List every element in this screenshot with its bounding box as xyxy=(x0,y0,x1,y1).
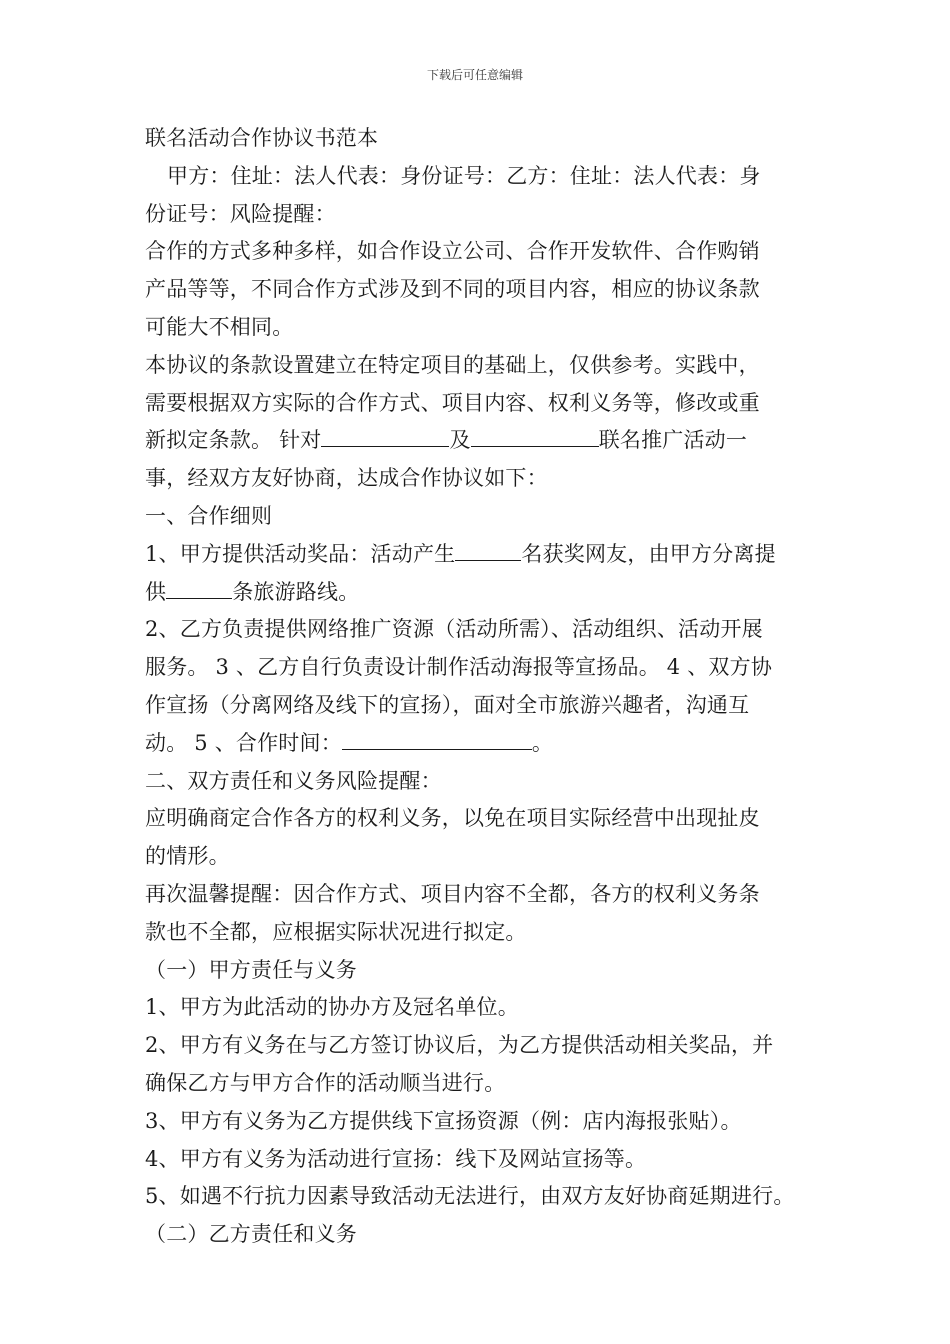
page-header-note: 下载后可任意编辑 xyxy=(426,68,523,82)
paragraph-line: 可能大不相同。 xyxy=(145,314,294,339)
paragraph-line: 份证号：风险提醒： xyxy=(145,201,336,226)
paragraph-line: 合作的方式多种多样，如合作设立公司、合作开发软件、合作购销 xyxy=(145,239,760,264)
text-segment: 名获奖网友，由甲方分离提 xyxy=(521,541,776,566)
section-heading: 一、合作细则 xyxy=(145,503,273,528)
text-segment: 及 xyxy=(449,428,471,453)
paragraph-line: 应明确商定合作各方的权利义务，以免在项目实际经营中出现扯皮 xyxy=(145,806,760,831)
fill-in-blank xyxy=(342,731,532,750)
paragraph-line: 确保乙方与甲方合作的活动顺当进行。 xyxy=(145,1070,506,1095)
subsection-heading: （二）乙方责任和义务 xyxy=(145,1222,357,1247)
subsection-heading: （一）甲方责任与义务 xyxy=(145,957,357,982)
paragraph-line-with-blanks xyxy=(145,725,813,763)
paragraph-line-with-blanks xyxy=(145,422,813,460)
paragraph-line-with-blanks xyxy=(145,574,813,612)
paragraph-line: 5、如遇不行抗力因素导致活动无法进行，由双方友好协商延期进行。 xyxy=(145,1184,795,1209)
paragraph-line: 产品等等，不同合作方式涉及到不同的项目内容，相应的协议条款 xyxy=(145,277,760,302)
paragraph-line: 4、甲方有义务为活动进行宣扬：线下及网站宣扬等。 xyxy=(145,1146,647,1171)
text-segment: 条旅游路线。 xyxy=(232,579,360,604)
text-segment: 1、甲方提供活动奖品：活动产生 xyxy=(145,541,456,566)
text-segment: 动。 5 、合作时间： xyxy=(145,730,342,755)
text-segment: 供 xyxy=(145,579,167,604)
section-heading: 二、双方责任和义务风险提醒： xyxy=(145,768,442,793)
text-segment: 新拟定条款。 针对 xyxy=(145,428,322,453)
text-segment: 联名推广活动一 xyxy=(598,428,748,453)
paragraph-line: 2、甲方有义务在与乙方签订协议后，为乙方提供活动相关奖品，并 xyxy=(145,1033,774,1058)
paragraph-line-with-blanks xyxy=(145,536,813,574)
fill-in-blank xyxy=(471,428,599,447)
paragraph-line: 款也不全都，应根据实际状况进行拟定。 xyxy=(145,919,527,944)
paragraph-line: 作宣扬（分离网络及线下的宣扬），面对全市旅游兴趣者，沟通互 xyxy=(145,692,750,717)
paragraph-line: 事，经双方友好协商，达成合作协议如下： xyxy=(145,466,548,491)
paragraph-line: 需要根据双方实际的合作方式、项目内容、权利义务等，修改或重 xyxy=(145,390,760,415)
fill-in-blank xyxy=(455,542,521,561)
document-body xyxy=(145,120,813,1254)
document-title: 联名活动合作协议书范本 xyxy=(145,126,379,150)
paragraph-line: 本协议的条款设置建立在特定项目的基础上，仅供参考。实践中， xyxy=(145,352,760,377)
paragraph-line: 2、乙方负责提供网络推广资源（活动所需）、活动组织、活动开展 xyxy=(145,617,763,642)
paragraph-line: 服务。 3 、乙方自行负责设计制作活动海报等宣扬品。 4 、双方协 xyxy=(145,655,773,680)
paragraph-line: 再次温馨提醒：因合作方式、项目内容不全都，各方的权利义务条 xyxy=(145,881,760,906)
paragraph-line: 3、甲方有义务为乙方提供线下宣扬资源（例：店内海报张贴）。 xyxy=(145,1108,742,1133)
fill-in-blank xyxy=(166,580,232,599)
text-segment: 。 xyxy=(531,730,554,755)
paragraph-line: 1、甲方为此活动的协办方及冠名单位。 xyxy=(145,995,519,1020)
paragraph-line: 的情形。 xyxy=(145,844,230,869)
fill-in-blank xyxy=(321,428,449,447)
paragraph-line: 甲方：住址：法人代表：身份证号：乙方：住址：法人代表：身 xyxy=(167,163,761,188)
